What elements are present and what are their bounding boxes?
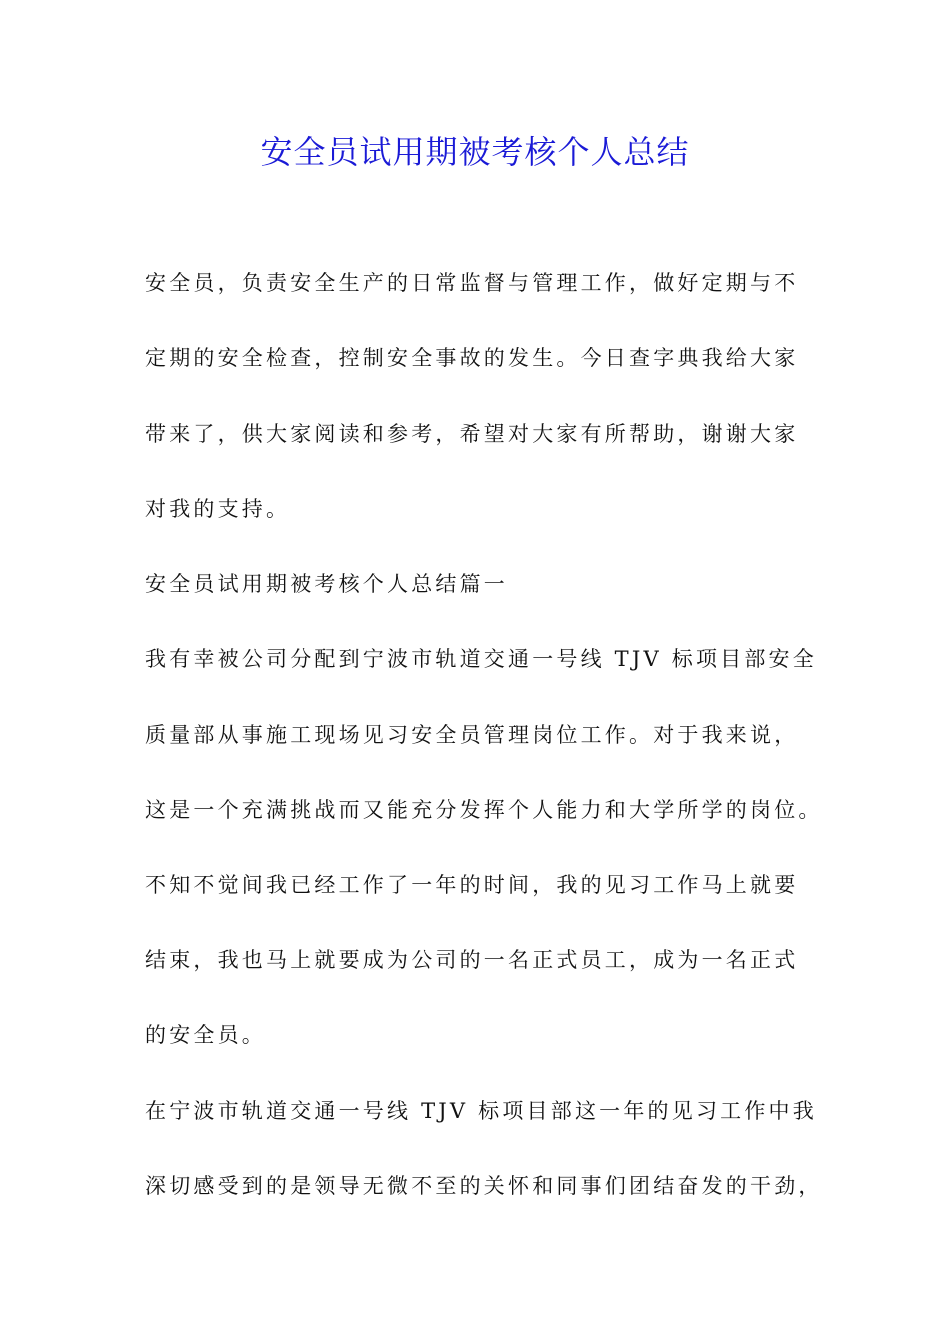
body-line: 结束，我也马上就要成为公司的一名正式员工，成为一名正式: [145, 948, 799, 972]
body-line: 质量部从事施工现场见习安全员管理岗位工作。对于我来说，: [145, 723, 799, 747]
body-line: 在宁波市轨道交通一号线 TJV 标项目部这一年的见习工作中我: [145, 1099, 817, 1123]
body-line: 安全员，负责安全生产的日常监督与管理工作，做好定期与不: [145, 271, 799, 295]
body-line: 不知不觉间我已经工作了一年的时间，我的见习工作马上就要: [145, 873, 799, 897]
body-line: 的安全员。: [145, 1023, 266, 1047]
body-line: 深切感受到的是领导无微不至的关怀和同事们团结奋发的干劲，: [145, 1174, 823, 1198]
body-line: 定期的安全检查，控制安全事故的发生。今日查字典我给大家: [145, 346, 799, 370]
section-heading: 安全员试用期被考核个人总结篇一: [145, 572, 508, 596]
body-line: 我有幸被公司分配到宁波市轨道交通一号线 TJV 标项目部安全: [145, 647, 817, 671]
body-line: 对我的支持。: [145, 497, 291, 521]
body-line: 带来了，供大家阅读和参考，希望对大家有所帮助，谢谢大家: [145, 422, 799, 446]
document-title: 安全员试用期被考核个人总结: [260, 133, 690, 171]
body-line: 这是一个充满挑战而又能充分发挥个人能力和大学所学的岗位。: [145, 798, 823, 822]
